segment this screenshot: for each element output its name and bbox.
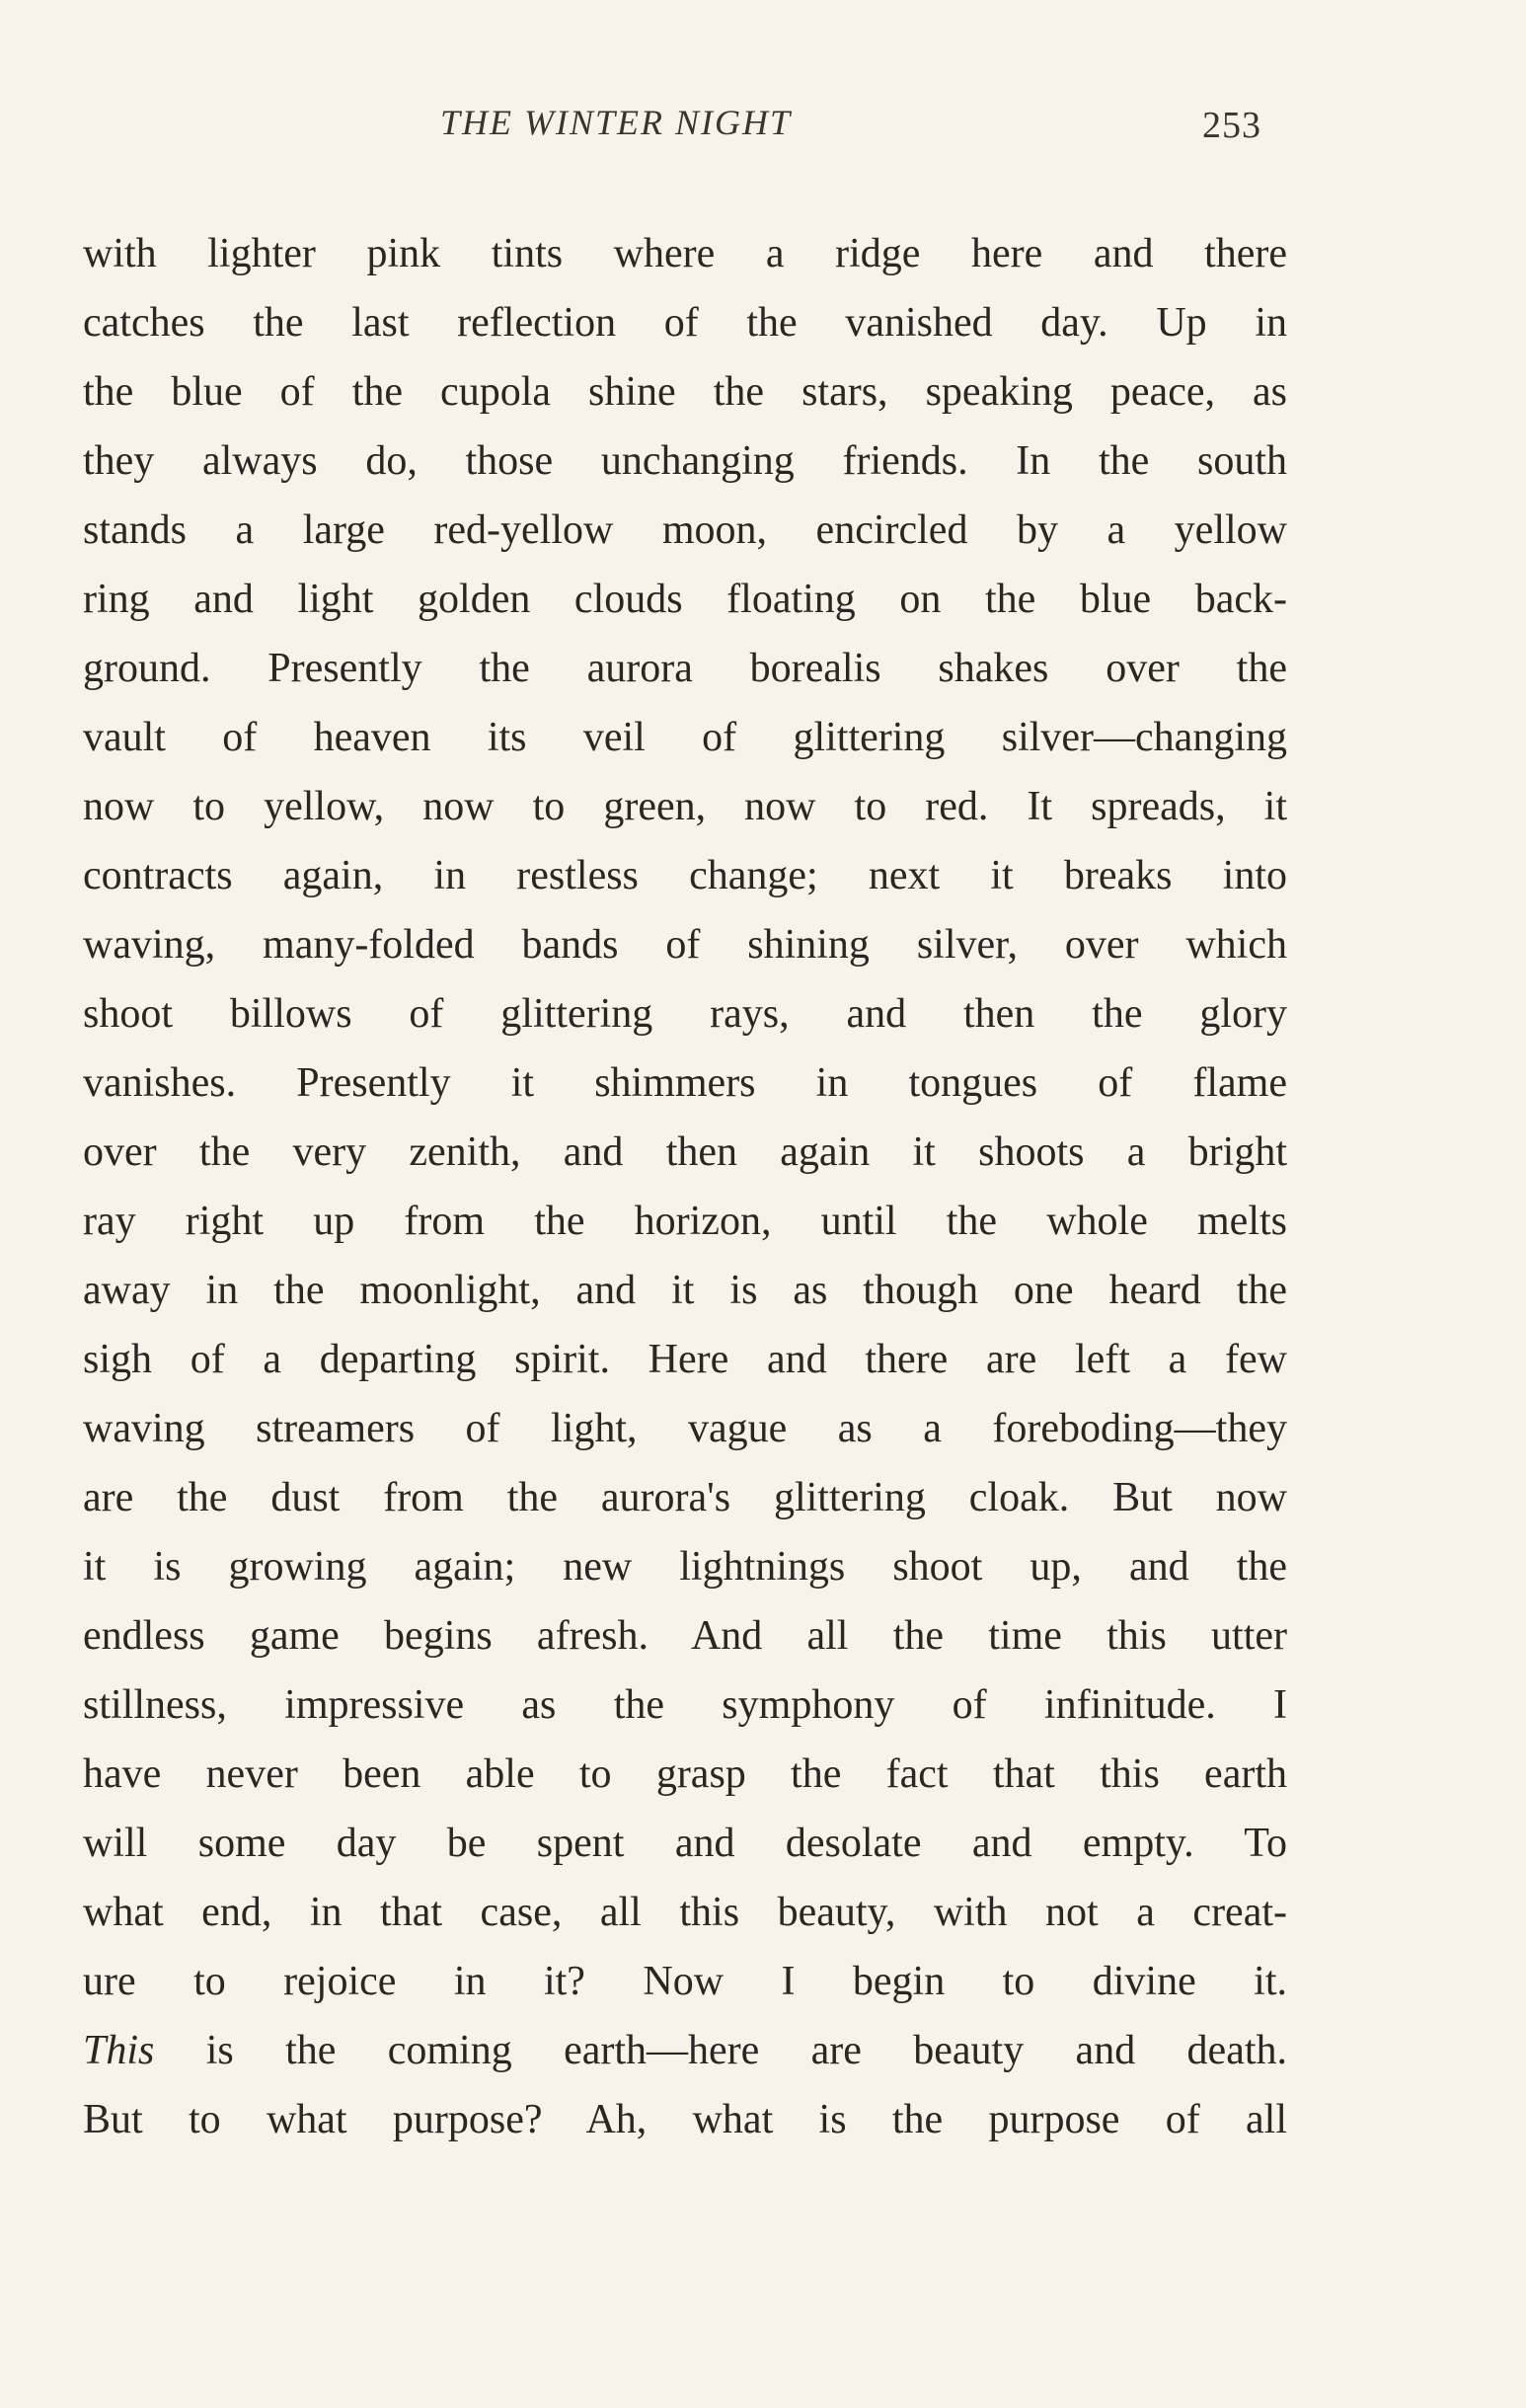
text-line: vault of heaven its veil of glittering silver—changing [83,715,1287,760]
text-line-rest: is the coming earth—here are beauty and death. [154,2028,1287,2073]
text-line-last: But to what purpose? Ah, what is the purpose of all [83,2097,1287,2142]
running-title: THE WINTER NIGHT [440,103,793,142]
body-text [83,219,1287,2154]
text-line: ring and light golden clouds floating on the blue back- [83,577,1287,622]
text-line: what end, in that case, all this beauty, with not a creat- [83,1890,1287,1935]
italic-word: This [83,2028,155,2073]
text-line: are the dust from the aurora's glittering cloak. But now [83,1475,1287,1520]
text-line: they always do, those unchanging friends. In the south [83,438,1287,484]
text-line: now to yellow, now to green, now to red. It spreads, it [83,784,1287,829]
text-line: over the very zenith, and then again it shoots a bright [83,1129,1287,1175]
text-line: away in the moonlight, and it is as though one heard the [83,1268,1287,1313]
text-line: endless game begins afresh. And all the time this utter [83,1613,1287,1659]
text-line: will some day be spent and desolate and empty. To [83,1821,1287,1866]
page-number: 253 [1202,105,1261,146]
text-line-with-italic [83,2016,1287,2085]
text-line: ray right up from the horizon, until the whole melts [83,1199,1287,1244]
text-line: waving, many-folded bands of shining silver, over which [83,922,1287,968]
text-line: have never been able to grasp the fact that this earth [83,1751,1287,1797]
running-head [0,102,1526,151]
text-line: sigh of a departing spirit. Here and there are left a few [83,1337,1287,1382]
text-line: vanishes. Presently it shimmers in tongues of flame [83,1060,1287,1106]
text-line: it is growing again; new lightnings shoot up, and the [83,1544,1287,1590]
text-line: stands a large red-yellow moon, encircled by a yellow [83,507,1287,553]
text-line: ground. Presently the aurora borealis shakes over the [83,646,1287,691]
text-line: waving streamers of light, vague as a foreboding—they [83,1406,1287,1451]
text-line: contracts again, in restless change; next it breaks into [83,853,1287,898]
text-line: the blue of the cupola shine the stars, speaking peace, as [83,369,1287,415]
text-line: ure to rejoice in it? Now I begin to divine it. [83,1959,1287,2004]
text-line: catches the last reflection of the vanished day. Up in [83,300,1287,346]
text-line: with lighter pink tints where a ridge here and there [83,231,1287,276]
text-line: shoot billows of glittering rays, and then the glory [83,991,1287,1037]
text-line: stillness, impressive as the symphony of infinitude. I [83,1682,1287,1728]
